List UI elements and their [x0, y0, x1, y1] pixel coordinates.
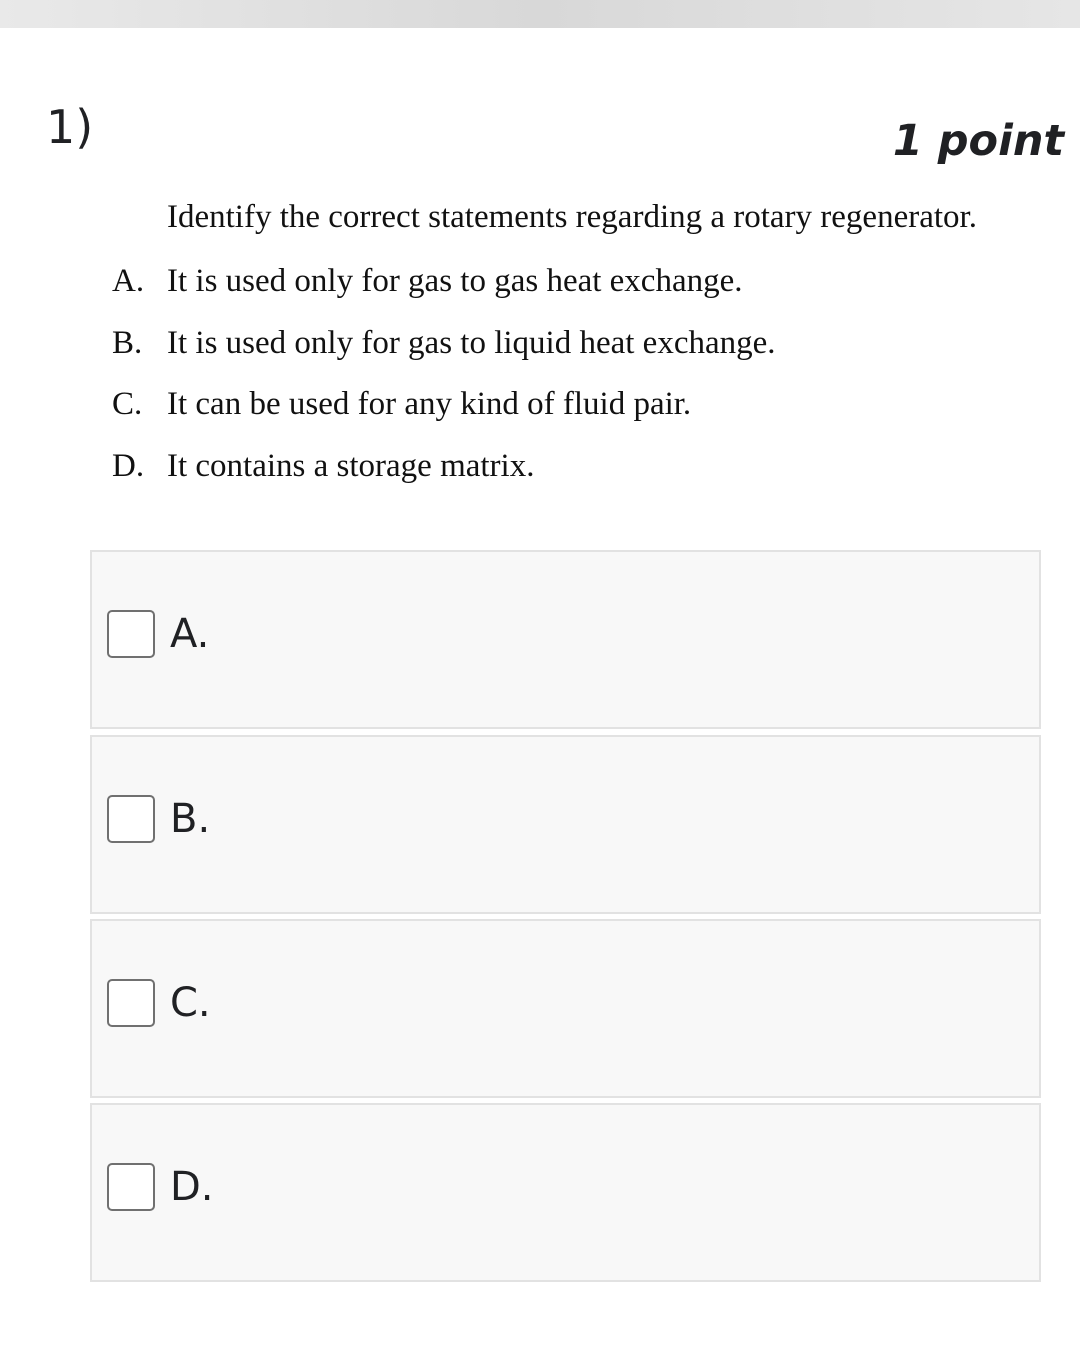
option-c[interactable]: [90, 919, 1041, 1098]
checkbox-b[interactable]: [107, 795, 155, 843]
statement-a: [112, 262, 743, 302]
checkbox-a[interactable]: [107, 610, 155, 658]
question-prompt: Identify the correct statements regarding a rotary regenerator.: [167, 199, 977, 235]
statement-text: It is used only for gas to liquid heat exchange.: [167, 325, 776, 361]
statement-b: [112, 324, 776, 364]
option-label-a: A.: [170, 611, 210, 657]
statement-text: It can be used for any kind of fluid pair.: [167, 386, 692, 422]
option-d[interactable]: [90, 1103, 1041, 1282]
statement-text: It contains a storage matrix.: [167, 448, 535, 484]
statement-letter: C.: [112, 386, 143, 422]
option-label-b: B.: [170, 796, 211, 842]
option-b[interactable]: [90, 735, 1041, 914]
option-a[interactable]: [90, 550, 1041, 729]
statement-d: [112, 447, 534, 487]
statement-letter: B.: [112, 325, 143, 361]
checkbox-d[interactable]: [107, 1163, 155, 1211]
option-label-d: D.: [170, 1164, 214, 1210]
statement-letter: D.: [112, 448, 145, 484]
top-bar: [0, 0, 1080, 28]
question-number: 1): [46, 100, 94, 154]
statement-text: It is used only for gas to gas heat exchange.: [167, 263, 743, 299]
checkbox-c[interactable]: [107, 979, 155, 1027]
statement-c: [112, 385, 691, 425]
option-label-c: C.: [170, 980, 211, 1026]
question-points: 1 point: [892, 116, 1064, 166]
statement-letter: A.: [112, 263, 145, 299]
